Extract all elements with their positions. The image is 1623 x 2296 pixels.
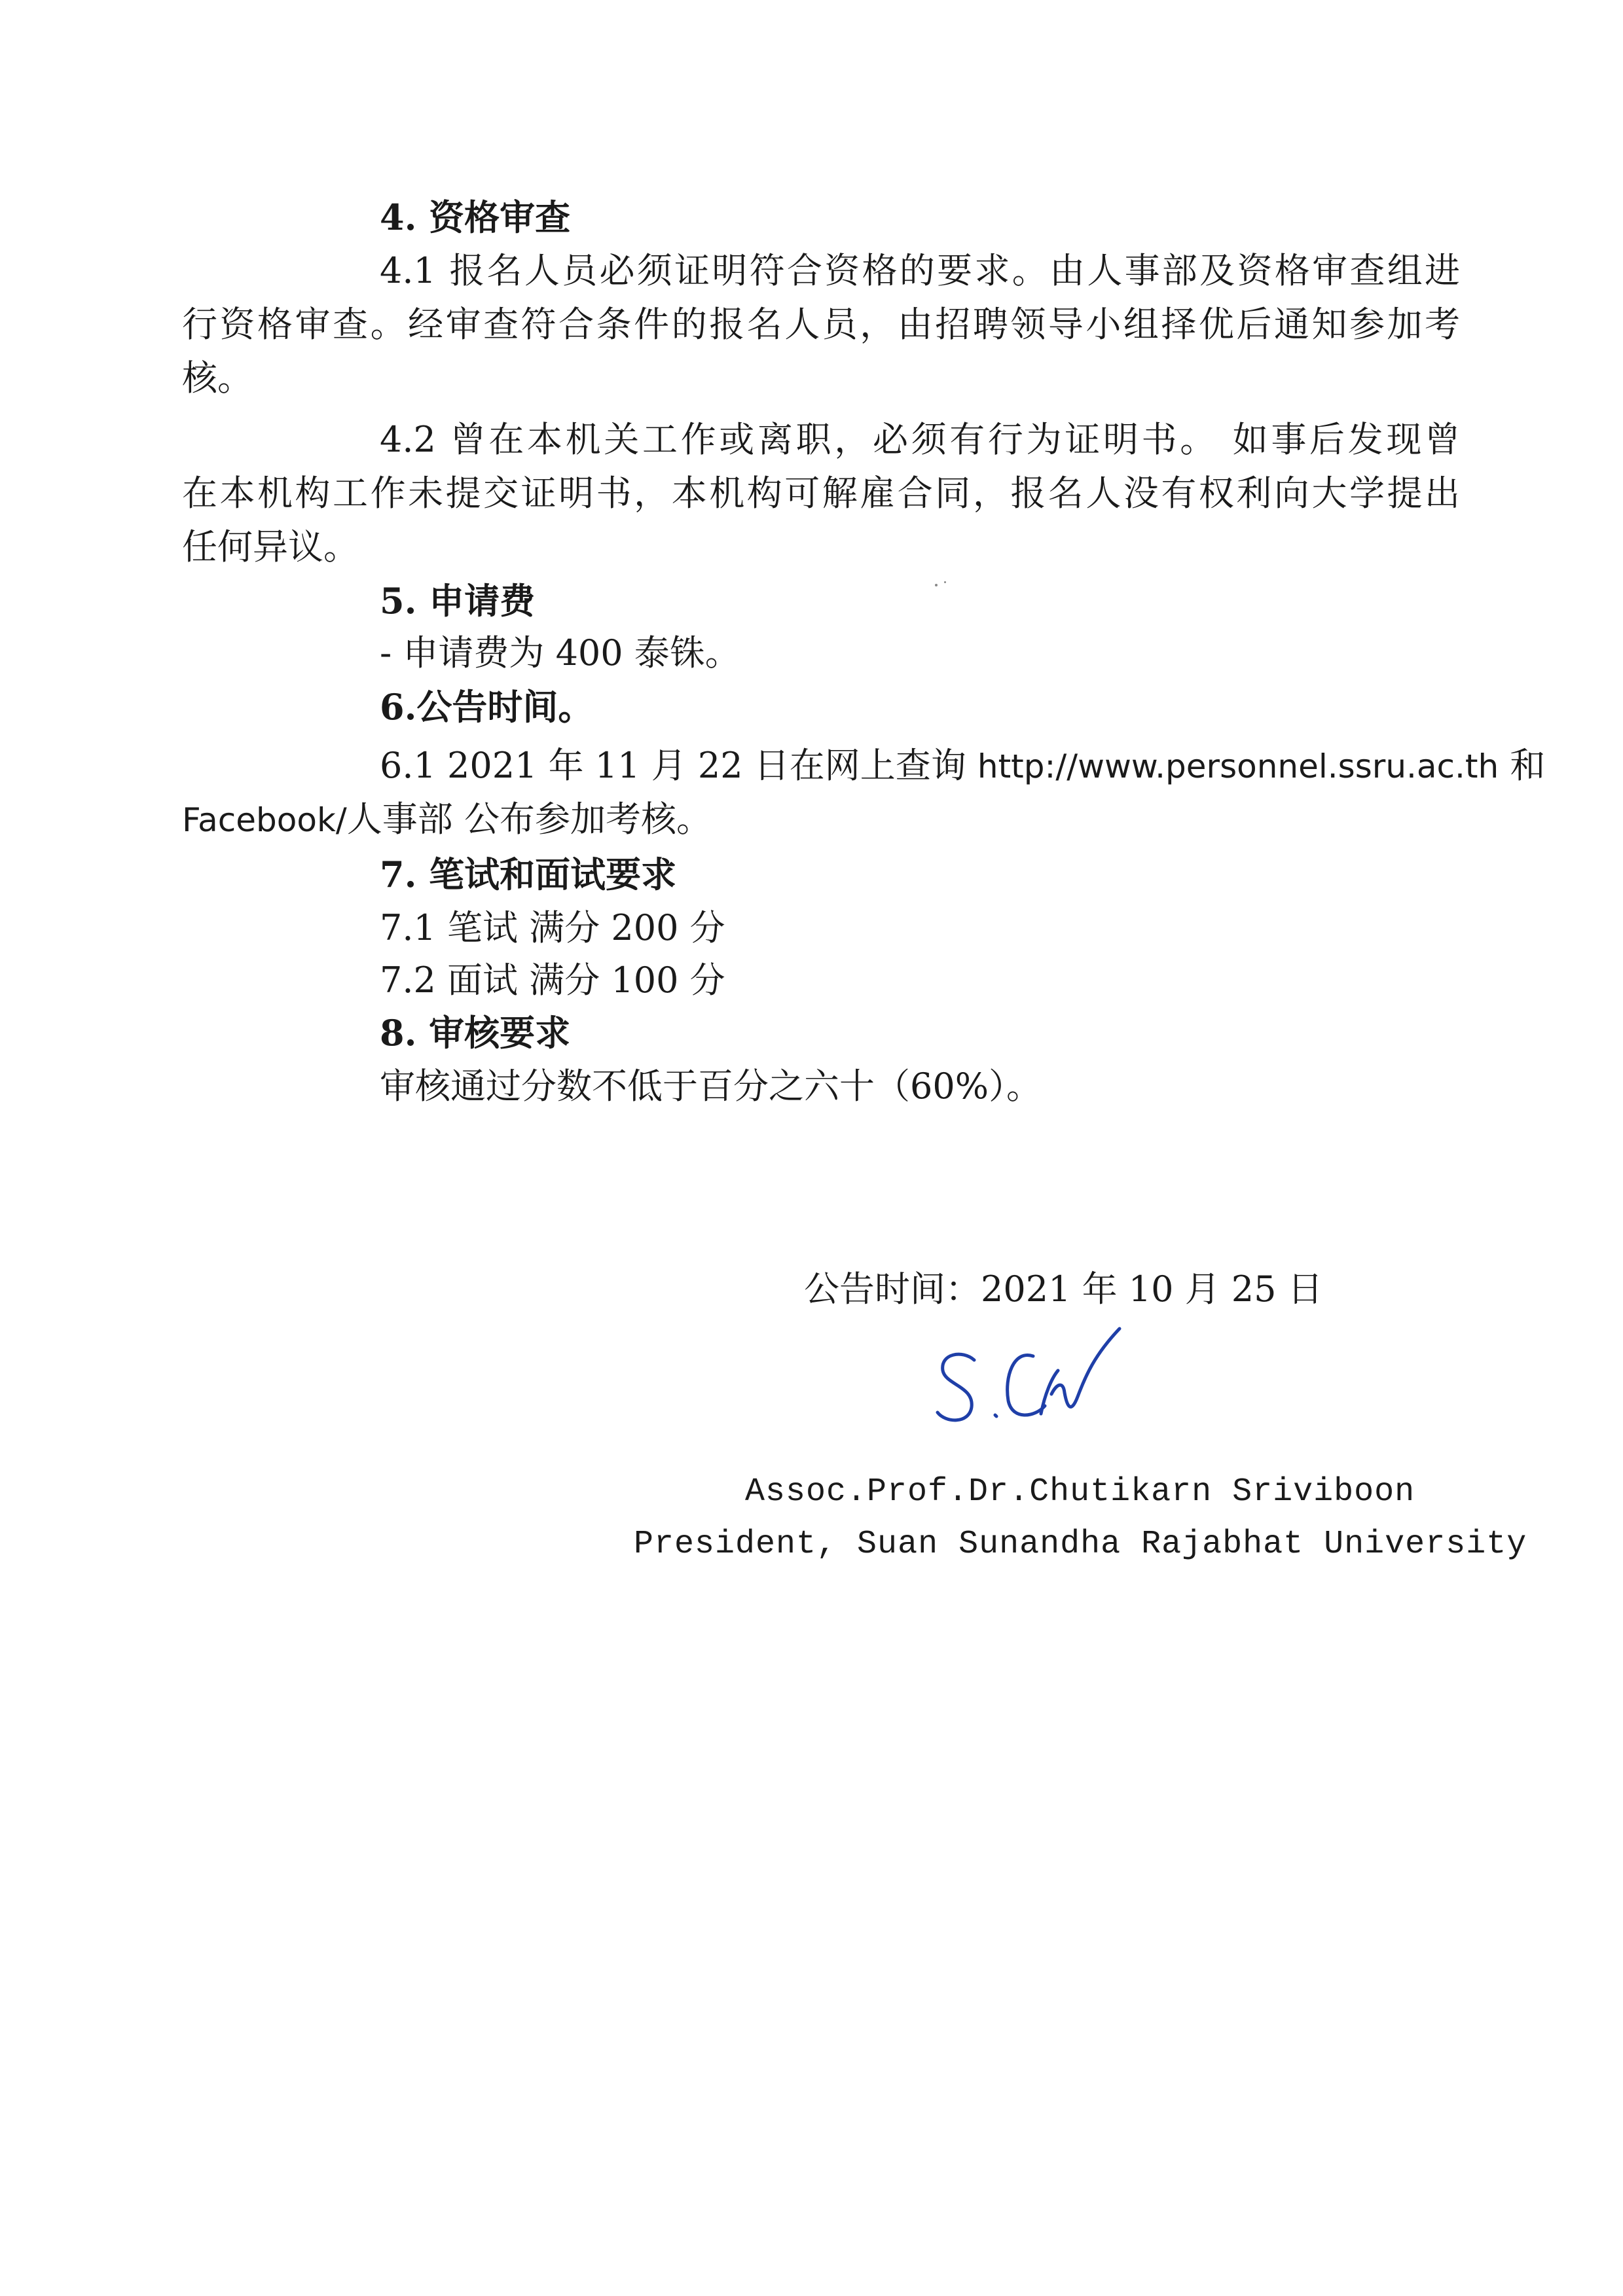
facebook-reference: Facebook/ [182,801,347,839]
section-5-heading: 5. 申请费 [380,580,536,622]
section-6-heading: 6.公告时间。 [380,686,594,728]
section-7-heading: 7. 笔试和面试要求 [380,853,677,895]
section-6-1-and: 和 [1499,745,1546,786]
section-4-2-line-1: 4.2 曾在本机关工作或离职，必须有行为证明书。 如事后发现曾 [380,419,1460,460]
interview-line: 7.2 面试 满分 100 分 [380,960,725,1001]
section-8-heading: 8. 审核要求 [380,1012,571,1054]
section-6-1-date-text: 6.1 2021 年 11 月 22 日在网上查询 [380,745,977,786]
application-fee-line: - 申请费为 400 泰铢。 [380,632,740,673]
section-4-2-line-3: 任何异议。 [182,526,359,567]
scan-speck [935,584,938,586]
personnel-website-link[interactable]: http://www.personnel.ssru.ac.th [977,747,1499,785]
section-4-1-line-1: 4.1 报名人员必须证明符合资格的要求。由人事部及资格审查组进 [380,250,1460,291]
passing-score-line: 审核通过分数不低于百分之六十（60%）。 [380,1066,1042,1107]
signatory-title: President, Suan Sunandha Rajabhat University [634,1526,1527,1563]
section-4-1-line-2: 行资格审查。经审查符合条件的报名人员，由招聘领导小组择优后通知参加考 [182,304,1460,345]
signatory-name: Assoc.Prof.Dr.Chutikarn Sriviboon [745,1473,1415,1511]
written-exam-line: 7.1 笔试 满分 200 分 [380,907,725,948]
section-4-heading: 4. 资格审查 [380,196,571,238]
section-4-1-line-3: 核。 [182,357,253,399]
section-6-1-line-2-rest: 人事部 公布参加考核。 [346,798,712,840]
scan-speck [944,581,946,583]
president-signature [923,1316,1133,1433]
section-6-1-line-1 [380,740,1545,793]
section-4-2-line-2: 在本机构工作未提交证明书，本机构可解雇合同，报名人没有权利向大学提出 [182,473,1460,514]
section-6-1-line-2 [182,793,712,846]
announcement-date: 公告时间：2021 年 10 月 25 日 [804,1268,1323,1310]
